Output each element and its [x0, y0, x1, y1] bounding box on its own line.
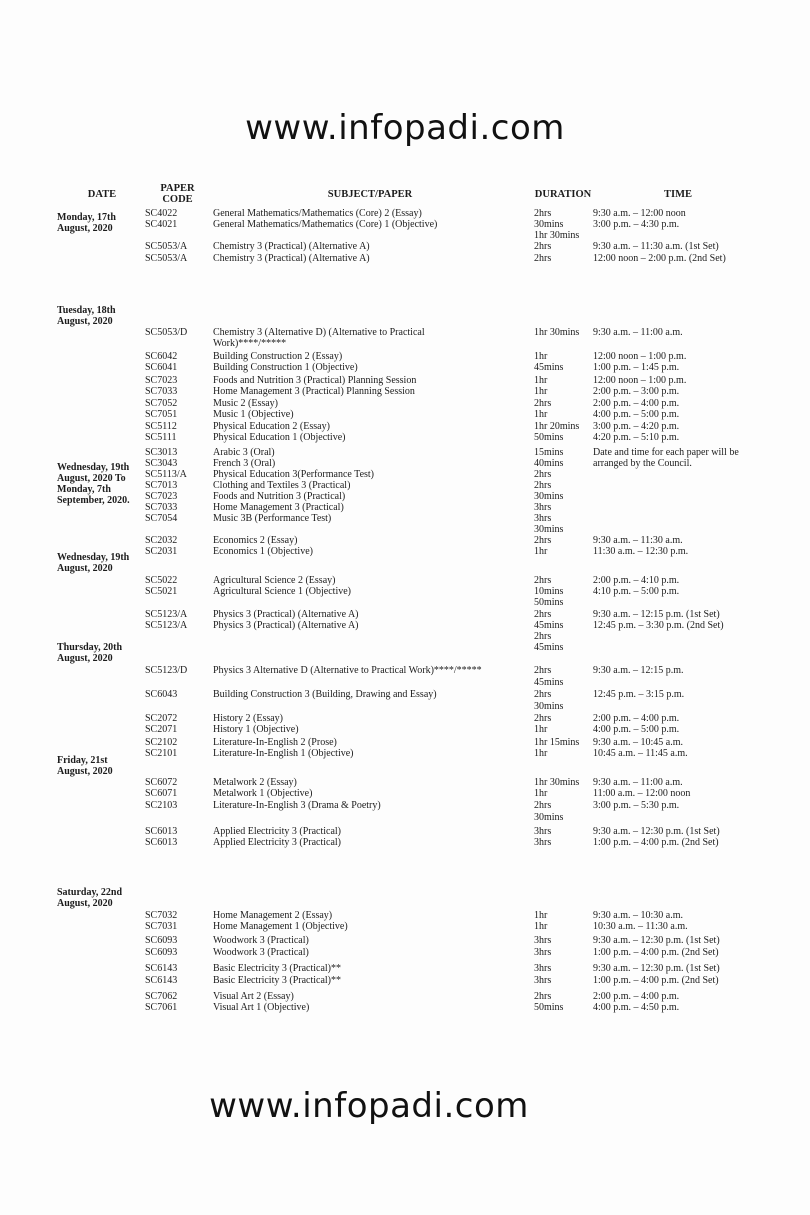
duration: 3hrs [534, 947, 552, 958]
subject-paper: Physical Education 1 (Objective) [213, 432, 346, 443]
table-row [0, 386, 810, 398]
time: 4:20 p.m. – 5:10 p.m. [593, 432, 680, 443]
time: 4:00 p.m. – 4:50 p.m. [593, 1002, 680, 1013]
duration: 30mins [534, 219, 564, 230]
subject-paper: Applied Electricity 3 (Practical) [213, 826, 342, 837]
time: 9:30 a.m. – 12:30 p.m. (1st Set) [593, 935, 720, 946]
continuation-text: 45mins [534, 677, 564, 688]
time: 3:00 p.m. – 4:20 p.m. [593, 421, 680, 432]
time: 4:00 p.m. – 5:00 p.m. [593, 724, 680, 735]
subject-paper: Chemistry 3 (Alternative D) (Alternative to Practical [213, 327, 425, 338]
time: 9:30 a.m. – 12:30 p.m. (1st Set) [593, 963, 720, 974]
continuation-text: Work)****/***** [213, 338, 287, 349]
time: 10:30 a.m. – 11:30 a.m. [593, 921, 688, 932]
subject-paper: Foods and Nutrition 3 (Practical) Planning Session [213, 375, 417, 386]
time: 4:10 p.m. – 5:00 p.m. [593, 586, 680, 597]
subject-paper: Basic Electricity 3 (Practical)** [213, 963, 342, 974]
paper-code: SC5022 [145, 575, 178, 586]
table-row [0, 935, 810, 947]
duration: 2hrs [534, 535, 552, 546]
duration: 2hrs [534, 208, 552, 219]
time: 9:30 a.m. – 12:15 p.m. (1st Set) [593, 609, 720, 620]
duration: 3hrs [534, 975, 552, 986]
paper-code: SC6093 [145, 947, 178, 958]
paper-code: SC5053/A [145, 253, 188, 264]
subject-paper: Metalwork 2 (Essay) [213, 777, 297, 788]
subject-paper: Foods and Nutrition 3 (Practical) [213, 491, 346, 502]
time: 1:00 p.m. – 1:45 p.m. [593, 362, 680, 373]
paper-code: SC2101 [145, 748, 178, 759]
time: 1:00 p.m. – 4:00 p.m. (2nd Set) [593, 975, 719, 986]
duration: 1hr 30mins [534, 777, 580, 788]
paper-code: SC5053/D [145, 327, 188, 338]
table-row [0, 620, 810, 632]
table-row [0, 837, 810, 849]
subject-paper: Agricultural Science 2 (Essay) [213, 575, 336, 586]
table-row [0, 241, 810, 253]
subject-paper: Physical Education 2 (Essay) [213, 421, 330, 432]
subject-paper: Arabic 3 (Oral) [213, 447, 275, 458]
paper-code: SC6071 [145, 788, 178, 799]
table-row [0, 362, 810, 374]
subject-paper: Music 3B (Performance Test) [213, 513, 332, 524]
table-row [0, 665, 810, 677]
subject-paper: Literature-In-English 3 (Drama & Poetry) [213, 800, 381, 811]
exam-date: Saturday, 22nd August, 2020 [57, 887, 123, 909]
continuation-text: 45mins [534, 642, 564, 653]
duration: 1hr [534, 788, 548, 799]
paper-code: SC7023 [145, 375, 178, 386]
time: 3:00 p.m. – 4:30 p.m. [593, 219, 680, 230]
table-row [0, 432, 810, 444]
table-row [0, 947, 810, 959]
paper-code: SC2032 [145, 535, 178, 546]
table-row [0, 963, 810, 975]
time: 1:00 p.m. – 4:00 p.m. (2nd Set) [593, 947, 719, 958]
duration: 1hr [534, 910, 548, 921]
subject-paper: Metalwork 1 (Objective) [213, 788, 313, 799]
table-row [0, 921, 810, 933]
time: 9:30 a.m. – 10:30 a.m. [593, 910, 683, 921]
subject-paper: Physics 3 (Practical) (Alternative A) [213, 620, 359, 631]
subject-paper: Applied Electricity 3 (Practical) [213, 837, 342, 848]
duration: 1hr [534, 409, 548, 420]
duration: 10mins [534, 586, 564, 597]
subject-paper: Economics 2 (Essay) [213, 535, 298, 546]
schedule-note: Date and time for each paper will be arranged by the Council. [593, 447, 739, 469]
subject-paper: Chemistry 3 (Practical) (Alternative A) [213, 253, 370, 264]
paper-code: SC5112 [145, 421, 177, 432]
paper-code: SC6013 [145, 826, 178, 837]
time: 1:00 p.m. – 4:00 p.m. (2nd Set) [593, 837, 719, 848]
table-row [0, 1002, 810, 1014]
paper-code: SC4022 [145, 208, 178, 219]
time: 12:45 p.m. – 3:30 p.m. (2nd Set) [593, 620, 724, 631]
subject-paper: Physics 3 (Practical) (Alternative A) [213, 609, 359, 620]
paper-code: SC7033 [145, 502, 178, 513]
table-row [0, 327, 810, 339]
subject-paper: Home Management 3 (Practical) Planning Session [213, 386, 415, 397]
paper-code: SC6072 [145, 777, 178, 788]
time: 9:30 a.m. – 10:45 a.m. [593, 737, 683, 748]
duration: 2hrs [534, 241, 552, 252]
table-row [0, 800, 810, 812]
duration: 2hrs [534, 800, 552, 811]
paper-code: SC2102 [145, 737, 178, 748]
time: 2:00 p.m. – 4:00 p.m. [593, 991, 680, 1002]
duration: 50mins [534, 432, 564, 443]
subject-paper: French 3 (Oral) [213, 458, 276, 469]
paper-code: SC5113/A [145, 469, 187, 480]
table-row [0, 788, 810, 800]
paper-code: SC5053/A [145, 241, 188, 252]
duration: 1hr [534, 546, 548, 557]
subject-paper: Music 2 (Essay) [213, 398, 278, 409]
continuation-text: 30mins [534, 524, 564, 535]
paper-code: SC4021 [145, 219, 178, 230]
subject-paper: History 2 (Essay) [213, 713, 283, 724]
time: 9:30 a.m. – 12:30 p.m. (1st Set) [593, 826, 720, 837]
duration: 1hr [534, 724, 548, 735]
subject-paper: Building Construction 2 (Essay) [213, 351, 343, 362]
time: 2:00 p.m. – 4:10 p.m. [593, 575, 680, 586]
duration: 2hrs [534, 991, 552, 1002]
paper-code: SC6013 [145, 837, 178, 848]
header-duration: DURATION [534, 189, 592, 200]
continuation-text: 2hrs [534, 631, 552, 642]
table-row [0, 513, 810, 525]
time: 9:30 a.m. – 11:00 a.m. [593, 327, 683, 338]
table-row [0, 724, 810, 736]
duration: 2hrs [534, 713, 552, 724]
paper-code: SC6041 [145, 362, 178, 373]
time: 9:30 a.m. – 11:30 a.m. (1st Set) [593, 241, 719, 252]
paper-code: SC5021 [145, 586, 178, 597]
paper-code: SC2031 [145, 546, 178, 557]
continuation-text: 1hr 30mins [534, 230, 580, 241]
exam-date: Tuesday, 18th August, 2020 [57, 305, 116, 327]
time: 9:30 a.m. – 12:15 p.m. [593, 665, 684, 676]
exam-date: Thursday, 20th August, 2020 [57, 642, 123, 664]
table-row [0, 689, 810, 701]
time: 11:00 a.m. – 12:00 noon [593, 788, 691, 799]
table-row [0, 219, 810, 231]
subject-paper: Woodwork 3 (Practical) [213, 935, 309, 946]
time: 9:30 a.m. – 12:00 noon [593, 208, 686, 219]
duration: 2hrs [534, 398, 552, 409]
table-row [0, 253, 810, 265]
duration: 40mins [534, 458, 564, 469]
subject-paper: Building Construction 3 (Building, Drawing and Essay) [213, 689, 437, 700]
paper-code: SC2071 [145, 724, 178, 735]
duration: 45mins [534, 362, 564, 373]
paper-code: SC7032 [145, 910, 178, 921]
duration: 1hr [534, 386, 548, 397]
time: 12:45 p.m. – 3:15 p.m. [593, 689, 685, 700]
table-row [0, 586, 810, 598]
duration: 3hrs [534, 826, 552, 837]
subject-paper: Home Management 2 (Essay) [213, 910, 333, 921]
time: 4:00 p.m. – 5:00 p.m. [593, 409, 680, 420]
time: 9:30 a.m. – 11:00 a.m. [593, 777, 683, 788]
continuation-text: 30mins [534, 812, 564, 823]
duration: 3hrs [534, 963, 552, 974]
watermark-bottom: www.infopadi.com [209, 1086, 529, 1126]
paper-code: SC7013 [145, 480, 178, 491]
time: 9:30 a.m. – 11:30 a.m. [593, 535, 683, 546]
duration: 30mins [534, 491, 564, 502]
time: 11:30 a.m. – 12:30 p.m. [593, 546, 689, 557]
duration: 2hrs [534, 609, 552, 620]
header-date: DATE [87, 189, 117, 200]
duration: 50mins [534, 1002, 564, 1013]
subject-paper: General Mathematics/Mathematics (Core) 1 (Objective) [213, 219, 438, 230]
paper-code: SC7023 [145, 491, 178, 502]
duration: 3hrs [534, 513, 552, 524]
paper-code: SC2103 [145, 800, 178, 811]
paper-code: SC5123/A [145, 620, 188, 631]
time: 2:00 p.m. – 3:00 p.m. [593, 386, 680, 397]
subject-paper: Visual Art 2 (Essay) [213, 991, 294, 1002]
duration: 3hrs [534, 935, 552, 946]
subject-paper: History 1 (Objective) [213, 724, 299, 735]
duration: 15mins [534, 447, 564, 458]
paper-code: SC6143 [145, 975, 178, 986]
subject-paper: Home Management 3 (Practical) [213, 502, 344, 513]
exam-date: Monday, 17th August, 2020 [57, 212, 116, 234]
subject-paper: Agricultural Science 1 (Objective) [213, 586, 351, 597]
duration: 1hr 30mins [534, 327, 580, 338]
continuation-text: 30mins [534, 701, 564, 712]
duration: 2hrs [534, 689, 552, 700]
subject-paper: Physical Education 3(Performance Test) [213, 469, 375, 480]
duration: 1hr [534, 921, 548, 932]
duration: 3hrs [534, 837, 552, 848]
subject-paper: Home Management 1 (Objective) [213, 921, 348, 932]
time: 12:00 noon – 1:00 p.m. [593, 351, 687, 362]
time: 12:00 noon – 2:00 p.m. (2nd Set) [593, 253, 726, 264]
header-subject: SUBJECT/PAPER [327, 189, 413, 200]
paper-code: SC7054 [145, 513, 178, 524]
subject-paper: Building Construction 1 (Objective) [213, 362, 358, 373]
duration: 1hr 20mins [534, 421, 580, 432]
paper-code: SC3013 [145, 447, 178, 458]
subject-paper: Basic Electricity 3 (Practical)** [213, 975, 342, 986]
subject-paper: Literature-In-English 2 (Prose) [213, 737, 337, 748]
time: 10:45 a.m. – 11:45 a.m. [593, 748, 688, 759]
duration: 2hrs [534, 480, 552, 491]
paper-code: SC5123/A [145, 609, 188, 620]
time: 3:00 p.m. – 5:30 p.m. [593, 800, 680, 811]
subject-paper: General Mathematics/Mathematics (Core) 2 (Essay) [213, 208, 422, 219]
duration: 1hr [534, 351, 548, 362]
watermark-top: www.infopadi.com [245, 108, 565, 148]
subject-paper: Literature-In-English 1 (Objective) [213, 748, 354, 759]
paper-code: SC7061 [145, 1002, 178, 1013]
table-row [0, 975, 810, 987]
paper-code: SC5111 [145, 432, 177, 443]
table-row [0, 546, 810, 558]
paper-code: SC7052 [145, 398, 178, 409]
header-paper-code: PAPER CODE [160, 183, 195, 205]
subject-paper: Physics 3 Alternative D (Alternative to Practical Work)****/***** [213, 665, 482, 676]
subject-paper: Woodwork 3 (Practical) [213, 947, 309, 958]
paper-code: SC3043 [145, 458, 178, 469]
duration: 2hrs [534, 665, 552, 676]
header-time: TIME [663, 189, 692, 200]
paper-code: SC6043 [145, 689, 178, 700]
continuation-text: 50mins [534, 597, 564, 608]
duration: 2hrs [534, 575, 552, 586]
paper-code: SC2072 [145, 713, 178, 724]
table-row [0, 748, 810, 760]
duration: 2hrs [534, 253, 552, 264]
subject-paper: Clothing and Textiles 3 (Practical) [213, 480, 351, 491]
table-row [0, 409, 810, 421]
time: 12:00 noon – 1:00 p.m. [593, 375, 687, 386]
exam-date: Wednesday, 19th August, 2020 To Monday, 7th September, 2020. [57, 462, 130, 506]
paper-code: SC6143 [145, 963, 178, 974]
paper-code: SC7031 [145, 921, 178, 932]
paper-code: SC7051 [145, 409, 178, 420]
subject-paper: Music 1 (Objective) [213, 409, 294, 420]
duration: 1hr [534, 375, 548, 386]
duration: 3hrs [534, 502, 552, 513]
duration: 2hrs [534, 469, 552, 480]
subject-paper: Economics 1 (Objective) [213, 546, 313, 557]
paper-code: SC6042 [145, 351, 178, 362]
paper-code: SC5123/D [145, 665, 188, 676]
paper-code: SC7033 [145, 386, 178, 397]
exam-date: Wednesday, 19th August, 2020 [57, 552, 130, 574]
exam-date: Friday, 21st August, 2020 [57, 755, 113, 777]
duration: 45mins [534, 620, 564, 631]
duration: 1hr [534, 748, 548, 759]
time: 2:00 p.m. – 4:00 p.m. [593, 713, 680, 724]
paper-code: SC7062 [145, 991, 178, 1002]
subject-paper: Visual Art 1 (Objective) [213, 1002, 310, 1013]
paper-code: SC6093 [145, 935, 178, 946]
subject-paper: Chemistry 3 (Practical) (Alternative A) [213, 241, 370, 252]
duration: 1hr 15mins [534, 737, 580, 748]
time: 2:00 p.m. – 4:00 p.m. [593, 398, 680, 409]
